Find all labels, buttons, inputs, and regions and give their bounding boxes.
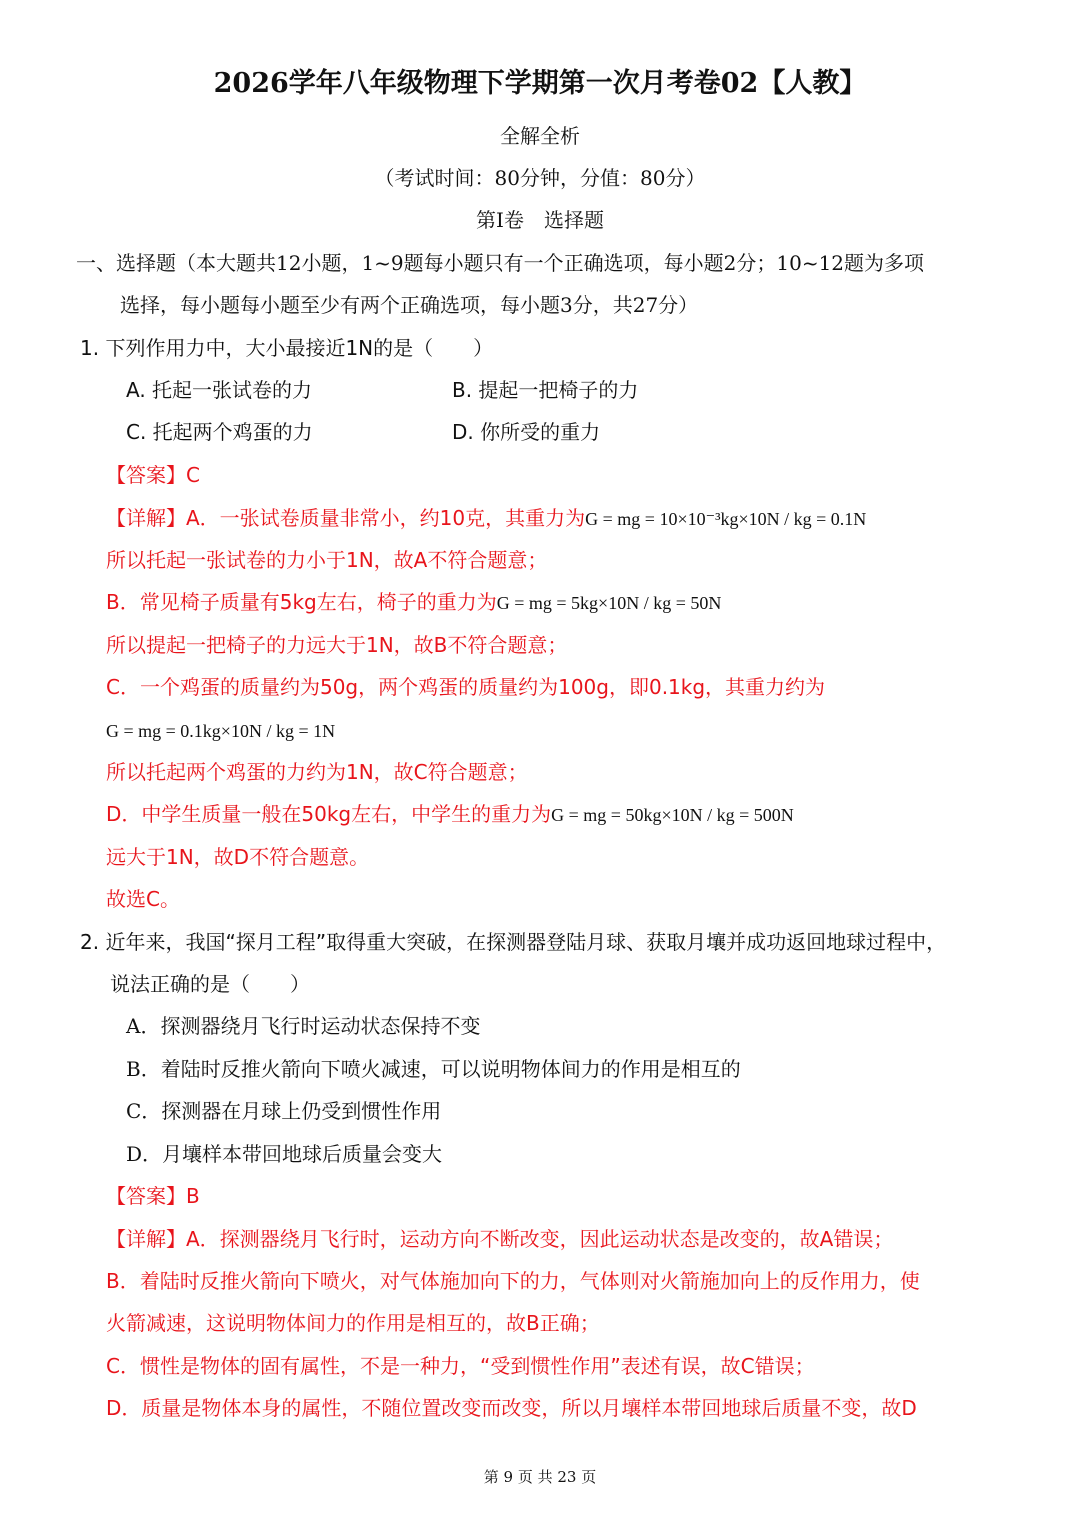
q1-detail-line: C．一个鸡蛋的质量约为50g，两个鸡蛋的质量约为100g，即0.1kg，其重力约为 xyxy=(106,675,826,699)
section-heading-line2: 选择，每小题每小题至少有两个正确选项，每小题3分，共27分） xyxy=(120,293,699,317)
q1-formula-3: G = mg = 0.1kg×10N / kg = 1N xyxy=(106,721,336,741)
q2-option-a: A．探测器绕月飞行时运动状态保持不变 xyxy=(126,1014,481,1038)
document-subtitle: 全解全析 xyxy=(500,124,580,148)
q1-answer: 【答案】C xyxy=(106,463,200,487)
q1-detail-line: 远大于1N，故D不符合题意。 xyxy=(106,845,370,869)
q2-detail-line: D．质量是物体本身的属性，不随位置改变而改变，所以月壤样本带回地球后质量不变，故D xyxy=(106,1396,917,1420)
q1-option-a: A. 托起一张试卷的力 xyxy=(126,378,313,402)
q2-stem-line1: 2. 近年来，我国“探月工程”取得重大突破，在探测器登陆月球、获取月壤并成功返回地球过程中， xyxy=(80,930,947,954)
exam-info: （考试时间：80分钟，分值：80分） xyxy=(374,166,706,190)
q1-detail-line: 所以提起一把椅子的力远大于1N，故B不符合题意； xyxy=(106,633,568,657)
section-heading-line1: 一、选择题（本大题共12小题，1~9题每小题只有一个正确选项，每小题2分；10~12题为多项 xyxy=(76,251,925,275)
q2-option-c: C．探测器在月球上仍受到惯性作用 xyxy=(126,1099,442,1123)
q1-option-c: C. 托起两个鸡蛋的力 xyxy=(126,420,313,444)
q2-detail-line: 【详解】A．探测器绕月飞行时，运动方向不断改变，因此运动状态是改变的，故A错误； xyxy=(106,1227,894,1251)
q2-option-b: B．着陆时反推火箭向下喷火减速，可以说明物体间力的作用是相互的 xyxy=(126,1057,741,1081)
q2-stem-line2: 说法正确的是（ ） xyxy=(110,972,310,996)
q1-detail-text: D．中学生质量一般在50kg左右，中学生的重力为 xyxy=(106,802,552,826)
q1-option-d: D. 你所受的重力 xyxy=(452,420,601,444)
q2-detail-line: B．着陆时反推火箭向下喷火，对气体施加向下的力，气体则对火箭施加向上的反作用力，使 xyxy=(106,1269,920,1293)
q1-stem: 1. 下列作用力中，大小最接近1N的是（ ） xyxy=(80,336,494,360)
q2-answer: 【答案】B xyxy=(106,1184,200,1208)
q2-option-d: D．月壤样本带回地球后质量会变大 xyxy=(126,1142,443,1166)
part-heading: 第I卷 选择题 xyxy=(476,208,604,232)
q1-detail-line: 故选C。 xyxy=(106,887,180,911)
q1-option-b: B. 提起一把椅子的力 xyxy=(452,378,639,402)
q1-detail-text: B．常见椅子质量有5kg左右，椅子的重力为 xyxy=(106,590,497,614)
q1-detail-line: 所以托起一张试卷的力小于1N，故A不符合题意； xyxy=(106,548,548,572)
q1-formula-line xyxy=(106,716,335,745)
q1-formula-4: G = mg = 50kg×10N / kg = 500N xyxy=(551,805,794,825)
q1-detail-line xyxy=(106,800,794,829)
q1-formula-2: G = mg = 5kg×10N / kg = 50N xyxy=(496,593,722,613)
q1-detail-text: 【详解】A．一张试卷质量非常小，约10克，其重力为 xyxy=(106,506,586,530)
page-number: 第 9 页 共 23 页 xyxy=(483,1468,597,1486)
q1-formula-1: G = mg = 10×10⁻³kg×10N / kg = 0.1N xyxy=(585,509,867,529)
q1-detail-line xyxy=(106,504,866,533)
q1-detail-line: 所以托起两个鸡蛋的力约为1N，故C符合题意； xyxy=(106,760,528,784)
q2-detail-line: C．惯性是物体的固有属性，不是一种力，“受到惯性作用”表述有误，故C错误； xyxy=(106,1354,815,1378)
document-title: 2026学年八年级物理下学期第一次月考卷02【人教】 xyxy=(213,68,867,99)
q1-detail-line xyxy=(106,588,721,617)
q2-detail-line: 火箭减速，这说明物体间力的作用是相互的，故B正确； xyxy=(106,1311,600,1335)
